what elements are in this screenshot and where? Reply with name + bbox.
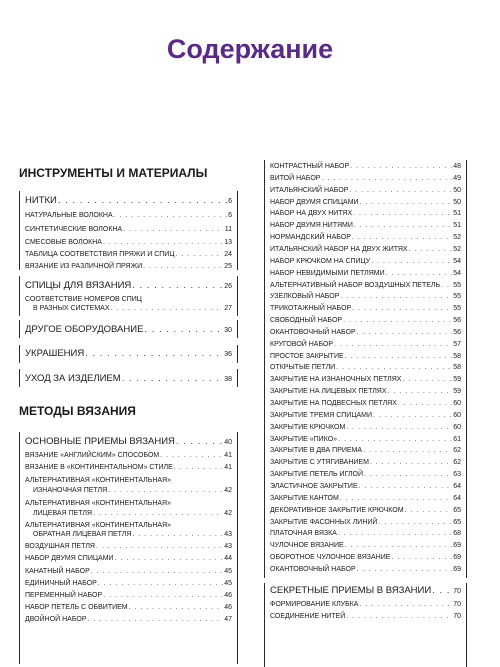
leader-dots — [373, 412, 452, 419]
section-heading-tools: ИНСТРУМЕНТЫ И МАТЕРИАЛЫ — [19, 166, 208, 180]
toc-entry-label: ЗАКРЫТИЕ ТРЕМЯ СПИЦАМИ — [270, 411, 373, 419]
toc-entry[interactable] — [270, 282, 461, 289]
leader-dots — [132, 280, 223, 291]
toc-entry-label: ДВОЙНОЙ НАБОР — [25, 616, 87, 623]
toc-entry-label: ВИТОЙ НАБОР — [270, 174, 321, 182]
toc-entry-page: 27 — [224, 305, 232, 312]
leader-dots — [115, 555, 224, 562]
toc-entry-page: 61 — [453, 435, 461, 443]
toc-entry-page: 42 — [224, 487, 232, 494]
toc-entry-page: 59 — [453, 376, 461, 384]
leader-dots — [343, 317, 452, 324]
toc-entry-page: 43 — [224, 531, 232, 538]
toc-entry-page: 60 — [453, 411, 461, 419]
leader-dots — [336, 364, 452, 371]
toc-entry-page: 40 — [224, 439, 232, 446]
toc-entry-label: ЭЛАСТИЧНОЕ ЗАКРЫТИЕ — [270, 482, 358, 490]
toc-entry-label: ЗАКРЫТИЕ ФАСОННЫХ ЛИНИЙ — [270, 518, 378, 526]
toc-entry-label: УКРАШЕНИЯ — [25, 348, 85, 359]
toc-entry[interactable] — [25, 263, 232, 270]
toc-entry-page: 70 — [453, 613, 461, 620]
toc-entry[interactable] — [25, 195, 232, 206]
leader-dots — [93, 510, 223, 517]
leader-dots — [321, 175, 452, 182]
toc-entry-label: ОКАНТОВОЧНЫЙ НАБОР — [270, 565, 356, 573]
toc-entry[interactable] — [25, 280, 232, 291]
toc-entry[interactable] — [270, 412, 461, 419]
toc-entry-label: КОНТРАСТНЫЙ НАБОР — [270, 163, 350, 170]
toc-entry-label: ОБОРОТНОЕ ЧУЛОЧНОЕ ВЯЗАНИЕ — [270, 554, 391, 562]
toc-entry-page: 25 — [224, 263, 232, 270]
toc-entry[interactable] — [25, 543, 232, 550]
toc-entry[interactable] — [25, 452, 232, 459]
toc-entry[interactable] — [270, 495, 461, 502]
toc-entry-label: ДЕКОРАТИВНОЕ ЗАКРЫТИЕ КРЮЧКОМ — [270, 506, 404, 514]
toc-entry-label: ЕДИНИЧНЫЙ НАБОР — [25, 580, 97, 587]
toc-entry-label: СЕКРЕТНЫЕ ПРИЕМЫ В ВЯЗАНИИ — [270, 585, 432, 596]
leader-dots — [176, 436, 223, 447]
toc-entry-page: 13 — [224, 239, 232, 246]
leader-dots — [98, 580, 223, 587]
toc-entry-page: 48 — [453, 163, 461, 170]
toc-entry-page: 70 — [453, 588, 461, 595]
toc-entry-label: СИНТЕТИЧЕСКИЕ ВОЛОКНА — [25, 226, 123, 233]
toc-entry[interactable] — [270, 447, 461, 454]
toc-entry[interactable] — [33, 531, 232, 538]
toc-entry[interactable] — [270, 507, 461, 514]
toc-entry[interactable] — [25, 568, 232, 575]
toc-entry-label: ОТКРЫТЫЕ ПЕТЛИ — [270, 364, 336, 372]
toc-entry-page: 50 — [453, 186, 461, 194]
toc-entry-label: НАБОР ДВУМЯ СПИЦАМИ — [25, 555, 114, 562]
toc-entry[interactable] — [270, 246, 461, 253]
toc-entry-label: НАБОР ДВУМЯ СПИЦАМИ — [270, 198, 359, 206]
toc-entry-page: 62 — [453, 459, 461, 467]
leader-dots — [391, 554, 452, 561]
toc-entry[interactable] — [25, 580, 232, 587]
leader-dots — [111, 305, 224, 312]
leader-dots — [352, 234, 452, 241]
leader-dots — [359, 483, 453, 490]
toc-entry-label: СВОБОДНЫЙ НАБОР — [270, 317, 343, 325]
toc-entry[interactable] — [270, 317, 461, 324]
leader-dots — [405, 507, 453, 514]
toc-entry-page: 54 — [453, 257, 461, 265]
toc-entry-label: ВЯЗАНИЕ «АНГЛИЙСКИМ» СПОСОБОМ — [25, 452, 160, 459]
leader-dots — [349, 187, 452, 194]
leader-dots — [103, 239, 223, 246]
leader-dots — [91, 568, 223, 575]
toc-entry-page: 56 — [453, 317, 461, 325]
leader-dots — [386, 270, 453, 277]
toc-entry-page: 44 — [224, 555, 232, 562]
toc-entry[interactable] — [25, 251, 232, 258]
toc-entry-page: 57 — [453, 340, 461, 348]
toc-entry-label: ЗАКРЫТИЕ КРЮЧКОМ — [270, 423, 346, 431]
toc-entry[interactable] — [25, 464, 232, 471]
toc-entry-label: СПИЦЫ ДЛЯ ВЯЗАНИЯ — [25, 280, 132, 291]
toc-entry-label: ПРОСТОЕ ЗАКРЫТИЕ — [270, 352, 344, 360]
toc-entry[interactable] — [270, 471, 461, 478]
leader-dots — [123, 226, 224, 233]
toc-entry[interactable] — [33, 510, 232, 517]
toc-entry-page: 51 — [453, 222, 461, 230]
toc-entry-page: 63 — [453, 471, 461, 479]
leader-dots — [345, 353, 453, 360]
toc-entry[interactable] — [270, 329, 461, 336]
toc-entry[interactable] — [270, 353, 461, 360]
toc-entry[interactable] — [270, 459, 461, 466]
toc-entry[interactable] — [270, 199, 461, 206]
toc-entry[interactable] — [25, 226, 232, 233]
toc-entry-page: 55 — [453, 281, 461, 289]
leader-dots — [402, 376, 452, 383]
toc-entry[interactable] — [25, 604, 232, 611]
toc-entry-page: 59 — [453, 388, 461, 396]
toc-entry-label: ЛИЦЕВАЯ ПЕТЛЯ — [33, 510, 93, 517]
toc-entry-label: ВОЗДУШНАЯ ПЕТЛЯ — [25, 543, 95, 550]
toc-entry-label: НОРМАНДСКИЙ НАБОР — [270, 234, 351, 242]
toc-entry[interactable] — [270, 542, 461, 549]
toc-entry-label: НАТУРАЛЬНЫЕ ВОЛОКНА — [25, 212, 113, 219]
toc-entry[interactable] — [270, 163, 461, 170]
toc-entry[interactable] — [270, 187, 461, 194]
leader-dots — [338, 530, 452, 537]
toc-entry[interactable] — [25, 373, 232, 384]
toc-entry[interactable] — [270, 424, 461, 431]
toc-entry-page: 56 — [453, 328, 461, 336]
toc-entry-page: 50 — [453, 198, 461, 206]
toc-entry[interactable] — [270, 258, 461, 265]
toc-entry-page: 55 — [453, 305, 461, 313]
toc-entry-page: 62 — [453, 447, 461, 455]
leader-dots — [371, 258, 452, 265]
leader-dots — [114, 212, 227, 219]
toc-entry-label: ДРУГОЕ ОБОРУДОВАНИЕ — [25, 324, 144, 335]
toc-entry[interactable] — [33, 487, 232, 494]
leader-dots — [160, 452, 223, 459]
toc-entry-label: КРУГОВОЙ НАБОР — [270, 340, 334, 348]
toc-entry-page: 47 — [224, 616, 232, 623]
leader-dots — [345, 542, 453, 549]
leader-dots — [334, 341, 452, 348]
leader-dots — [143, 263, 223, 270]
toc-entry-page: 60 — [453, 423, 461, 431]
toc-entry-label: ЗАКРЫТИЕ НА ИЗНАНОЧНЫХ ПЕТЛЯХ — [270, 376, 402, 384]
toc-entry-page: 45 — [224, 580, 232, 587]
toc-entry-label: УЗЕЛКОВЫЙ НАБОР — [270, 293, 340, 301]
toc-entry-page: 6 — [228, 212, 232, 219]
toc-entry[interactable] — [25, 555, 232, 562]
toc-entry-page: 11 — [224, 226, 232, 233]
leader-dots — [398, 400, 452, 407]
toc-entry-page: 52 — [453, 245, 461, 253]
leader-dots — [378, 519, 452, 526]
toc-entry-page: 69 — [453, 565, 461, 573]
toc-entry[interactable] — [25, 436, 232, 447]
toc-entry[interactable] — [270, 376, 461, 383]
toc-entry-page: 64 — [453, 482, 461, 490]
toc-entry-label: АЛЬТЕРНАТИВНЫЙ НАБОР ВОЗДУШНЫХ ПЕТЕЛЬ — [270, 281, 441, 289]
toc-entry-label: ИЗНАНОЧНАЯ ПЕТЛЯ — [33, 487, 108, 494]
toc-entry-page: 38 — [224, 376, 232, 383]
toc-entry-page: 51 — [453, 210, 461, 218]
leader-dots — [132, 531, 223, 538]
leader-dots — [144, 324, 223, 335]
toc-entry-page: 49 — [453, 174, 461, 182]
leader-dots — [96, 543, 223, 550]
toc-entry[interactable] — [25, 324, 232, 335]
toc-entry-label: НИТКИ — [25, 195, 57, 206]
toc-entry-label: ОКАНТОВОЧНЫЙ НАБОР — [270, 328, 356, 336]
toc-entry-page: 58 — [453, 364, 461, 372]
toc-entry[interactable] — [270, 530, 461, 537]
toc-entry[interactable] — [270, 175, 461, 182]
toc-entry-page: 64 — [453, 494, 461, 502]
leader-dots — [360, 199, 453, 206]
leader-dots — [87, 616, 223, 623]
leader-dots — [357, 329, 453, 336]
leader-dots — [122, 373, 224, 384]
leader-dots — [129, 604, 224, 611]
page-title: Содержание — [166, 34, 334, 64]
toc-entry-page: 69 — [453, 542, 461, 550]
leader-dots — [353, 210, 452, 217]
leader-dots — [370, 459, 452, 466]
toc-entry-label: НАБОР НА ДВУХ НИТЯХ — [270, 210, 353, 218]
toc-entry[interactable] — [270, 293, 461, 300]
toc-entry-label: ВЯЗАНИЕ В «КОНТИНЕНТАЛЬНОМ» СТИЛЕ — [25, 464, 173, 471]
toc-entry-page: 24 — [224, 251, 232, 258]
toc-entry[interactable] — [270, 566, 461, 573]
section-heading-methods: МЕТОДЫ ВЯЗАНИЯ — [19, 404, 136, 418]
leader-dots — [108, 487, 223, 494]
toc-entry[interactable] — [25, 616, 232, 623]
toc-entry-label: ПЕРЕМЕННЫЙ НАБОР — [25, 592, 103, 599]
toc-entry-label: ЗАКРЫТИЕ «ПИКО» — [270, 435, 338, 443]
toc-entry[interactable] — [270, 222, 461, 229]
toc-entry[interactable] — [25, 239, 232, 246]
toc-entry-page: 30 — [224, 327, 232, 334]
toc-entry[interactable] — [270, 234, 461, 241]
toc-entry[interactable] — [270, 270, 461, 277]
leader-dots — [432, 585, 452, 596]
toc-entry-page: 69 — [453, 554, 461, 562]
toc-entry[interactable] — [25, 592, 232, 599]
toc-entry-line1: АЛЬТЕРНАТИВНАЯ «КОНТИНЕНТАЛЬНАЯ» — [25, 500, 172, 507]
toc-entry-page: 55 — [453, 293, 461, 301]
toc-entry-label: ЗАКРЫТИЕ НА ЛИЦЕВЫХ ПЕТЛЯХ — [270, 388, 387, 396]
toc-entry[interactable] — [25, 212, 232, 219]
toc-entry-label: НАБОР ПЕТЕЛЬ С ОБВИТИЕМ — [25, 604, 128, 611]
toc-entry-label: ОСНОВНЫЕ ПРИЕМЫ ВЯЗАНИЯ — [25, 436, 175, 447]
toc-entry-line1: СООТВЕТСТВИЕ НОМЕРОВ СПИЦ — [25, 296, 142, 303]
toc-entry-label: ИТАЛЬЯНСКИЙ НАБОР — [270, 186, 349, 194]
leader-dots — [363, 447, 452, 454]
toc-entry-label: ЧУЛОЧНОЕ ВЯЗАНИЕ — [270, 542, 344, 550]
toc-entry-page: 65 — [453, 518, 461, 526]
leader-dots — [176, 251, 224, 258]
leader-dots — [346, 613, 452, 620]
toc-entry-page: 70 — [453, 601, 461, 608]
toc-entry-label: НАБОР НЕВИДИМЫМИ ПЕТЛЯМИ — [270, 269, 385, 277]
toc-entry-label: СОЕДИНЕНИЕ НИТЕЙ — [270, 613, 346, 620]
toc-entry-line1: АЛЬТЕРНАТИВНАЯ «КОНТИНЕНТАЛЬНАЯ» — [25, 477, 172, 484]
leader-dots — [346, 424, 452, 431]
leader-dots — [340, 495, 452, 502]
toc-entry[interactable] — [270, 364, 461, 371]
toc-entry[interactable] — [270, 400, 461, 407]
toc-entry-label: ОБРАТНАЯ ЛИЦЕВАЯ ПЕТЛЯ — [33, 531, 132, 538]
toc-entry-line1: АЛЬТЕРНАТИВНАЯ «КОНТИНЕНТАЛЬНАЯ» — [25, 522, 172, 529]
toc-entry-label: В РАЗНЫХ СИСТЕМАХ — [33, 305, 110, 312]
toc-entry-page: 42 — [224, 510, 232, 517]
leader-dots — [174, 464, 223, 471]
toc-entry-label: ФОРМИРОВАНИЕ КЛУБКА — [270, 601, 359, 608]
toc-entry-label: ВЯЗАНИЕ ИЗ РАЗЛИЧНОЙ ПРЯЖИ — [25, 263, 143, 270]
toc-entry-label: ЗАКРЫТИЕ НА ПОДВЕСНЫХ ПЕТЛЯХ — [270, 400, 397, 407]
leader-dots — [338, 436, 452, 443]
leader-dots — [103, 592, 223, 599]
toc-entry-label: ЗАКРЫТИЕ В ДВА ПРИЕМА — [270, 447, 363, 455]
toc-entry[interactable] — [270, 341, 461, 348]
leader-dots — [388, 388, 453, 395]
toc-entry-page: 43 — [224, 543, 232, 550]
toc-entry-label: ЗАКРЫТИЕ ПЕТЕЛЬ ИГЛОЙ — [270, 471, 364, 479]
toc-entry-page: 46 — [224, 592, 232, 599]
leader-dots — [85, 348, 223, 359]
toc-entry-page: 6 — [228, 198, 232, 205]
toc-entry-page: 65 — [453, 506, 461, 514]
toc-entry[interactable] — [270, 210, 461, 217]
toc-entry[interactable] — [270, 519, 461, 526]
toc-entry-label: ИТАЛЬЯНСКИЙ НАБОР НА ДВУХ ЖИТЯХ — [270, 245, 408, 253]
leader-dots — [352, 305, 452, 312]
toc-entry-label: НАБОР КРЮЧКОМ НА СПИЦУ — [270, 257, 371, 265]
toc-entry-label: УХОД ЗА ИЗДЕЛИЕМ — [25, 373, 121, 384]
toc-entry[interactable] — [33, 305, 232, 312]
toc-entry-page: 46 — [224, 604, 232, 611]
leader-dots — [441, 282, 452, 289]
toc-entry[interactable] — [270, 305, 461, 312]
toc-entry-label: ТАБЛИЦА СООТВЕТСТВИЯ ПРЯЖИ И СПИЦ — [25, 251, 175, 258]
toc-entry-page: 52 — [453, 234, 461, 242]
toc-entry[interactable] — [270, 601, 461, 608]
toc-entry[interactable] — [270, 554, 461, 561]
leader-dots — [357, 566, 453, 573]
toc-entry-page: 41 — [224, 452, 232, 459]
toc-entry-label: ЗАКРЫТИЕ С УТЯГИВАНИЕМ — [270, 459, 369, 467]
toc-entry[interactable] — [270, 436, 461, 443]
toc-entry-label: СМЕСОВЫЕ ВОЛОКНА — [25, 239, 102, 246]
leader-dots — [58, 195, 227, 206]
leader-dots — [350, 163, 452, 170]
leader-dots — [359, 601, 452, 608]
toc-entry-label: КАНАТНЫЙ НАБОР — [25, 568, 90, 575]
toc-entry-page: 41 — [224, 464, 232, 471]
toc-entry-page: 26 — [224, 283, 232, 290]
toc-entry[interactable] — [25, 348, 232, 359]
toc-entry-page: 45 — [224, 568, 232, 575]
toc-entry-label: ПЛАТОЧНАЯ ВЯЗКА — [270, 530, 337, 538]
toc-entry-page: 68 — [453, 530, 461, 538]
toc-entry[interactable] — [270, 585, 461, 596]
toc-entry[interactable] — [270, 613, 461, 620]
toc-entry[interactable] — [270, 483, 461, 490]
leader-dots — [409, 246, 453, 253]
leader-dots — [340, 293, 452, 300]
leader-dots — [364, 471, 452, 478]
toc-entry-page: 58 — [453, 352, 461, 360]
toc-entry[interactable] — [270, 388, 461, 395]
toc-entry-page: 54 — [453, 269, 461, 277]
toc-entry-page: 60 — [453, 400, 461, 407]
toc-entry-label: НАБОР ДВУМЯ НИТЯМИ — [270, 222, 353, 230]
toc-entry-label: ЗАКРЫТИЕ КАНТОМ — [270, 494, 339, 502]
leader-dots — [354, 222, 452, 229]
toc-entry-page: 36 — [224, 351, 232, 358]
toc-entry-label: ТРИКОТАЖНЫЙ НАБОР — [270, 305, 352, 313]
